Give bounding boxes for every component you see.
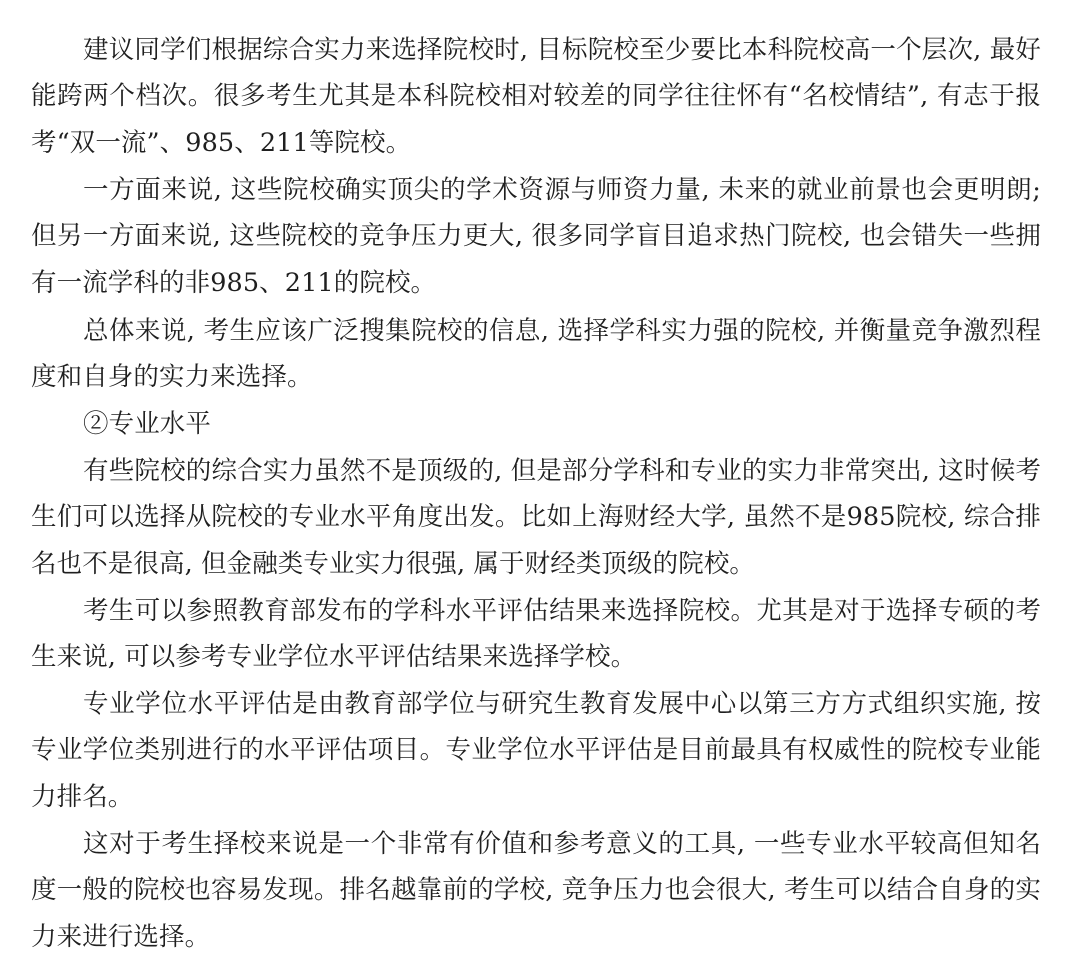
paragraph-7: 专业学位水平评估是由教育部学位与研究生教育发展中心以第三方方式组织实施, 按专业学位类别进行的水平评估项目。专业学位水平评估是目前最具有权威性的院校专业能力排名。 — [31, 688, 1041, 813]
paragraph-6: 考生可以参照教育部发布的学科水平评估结果来选择院校。尤其是对于选择专硕的考生来说, 可以参考专业学位水平评估结果来选择学校。 — [31, 595, 1041, 673]
paragraph-3: 总体来说, 考生应该广泛搜集院校的信息, 选择学科实力强的院校, 并衡量竞争激烈程度和自身的实力来选择。 — [31, 315, 1041, 393]
section-heading-major-level: ②专业水平 — [83, 408, 212, 439]
paragraph-8: 这对于考生择校来说是一个非常有价值和参考意义的工具, 一些专业水平较高但知名度一般的院校也容易发现。排名越靠前的学校, 竞争压力也会很大, 考生可以结合自身的实力来进行选择。 — [31, 828, 1041, 953]
paragraph-1: 建议同学们根据综合实力来选择院校时, 目标院校至少要比本科院校高一个层次, 最好能跨两个档次。很多考生尤其是本科院校相对较差的同学往往怀有“名校情结”, 有志于报考“双一流”、985、211等院校。 — [31, 34, 1041, 159]
paragraph-2: 一方面来说, 这些院校确实顶尖的学术资源与师资力量, 未来的就业前景也会更明朗; 但另一方面来说, 这些院校的竞争压力更大, 很多同学盲目追求热门院校, 也会错失一些拥有一流学科的非985、211的院校。 — [31, 174, 1041, 299]
paragraph-5: 有些院校的综合实力虽然不是顶级的, 但是部分学科和专业的实力非常突出, 这时候考生们可以选择从院校的专业水平角度出发。比如上海财经大学, 虽然不是985院校, 综合排名也不是很高, 但金融类专业实力很强, 属于财经类顶级的院校。 — [31, 455, 1041, 580]
